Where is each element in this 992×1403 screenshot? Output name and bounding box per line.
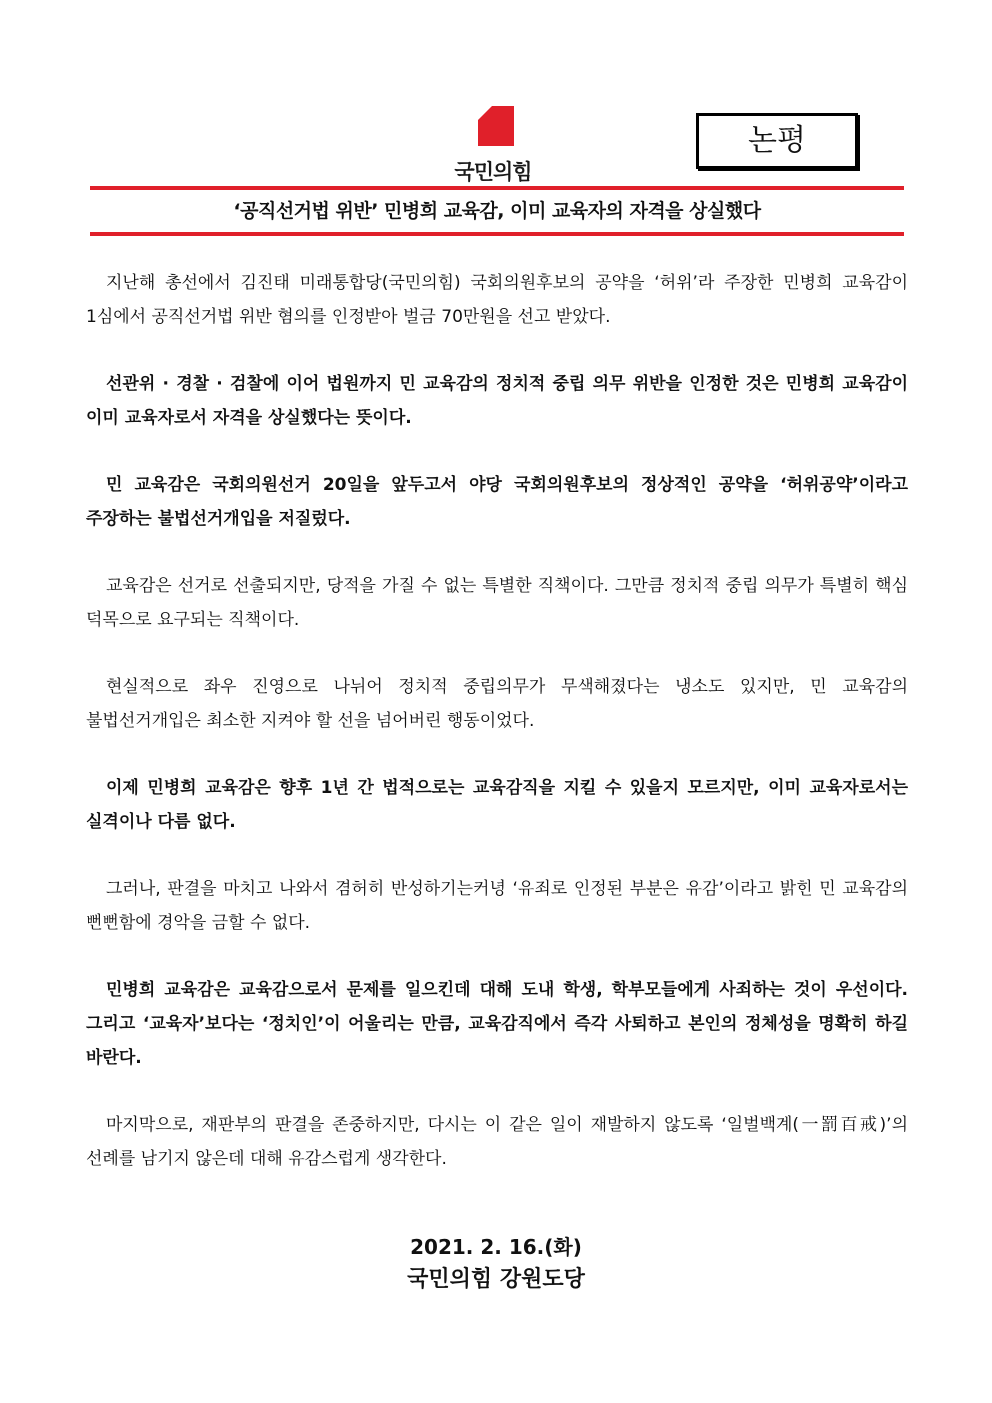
headline: ‘공직선거법 위반’ 민병희 교육감, 이미 교육자의 자격을 상실했다 <box>233 200 761 222</box>
paragraph: 그러나, 판결을 마치고 나와서 겸허히 반성하기는커녕 ‘유죄로 인정된 부분은 유감’이라고 밝힌 민 교육감의 뻔뻔함에 경악을 금할 수 없다. <box>86 879 908 933</box>
headline-bottom-rule <box>90 232 904 236</box>
document-type-box: 논평 <box>696 113 858 169</box>
paragraph-bold: 선관위 · 경찰 · 검찰에 이어 법원까지 민 교육감의 정치적 중립 의무 위반을 인정한 것은 민병희 교육감이 이미 교육자로서 자격을 상실했다는 뜻이다. <box>86 374 908 428</box>
paragraph: 마지막으로, 재판부의 판결을 존중하지만, 다시는 이 같은 일이 재발하지 않도록 ‘일벌백계(一罰百戒)’의 선례를 남기지 않은데 대해 유감스럽게 생각한다. <box>86 1115 908 1169</box>
footer <box>0 1232 992 1298</box>
paragraph: 지난해 총선에서 김진태 미래통합당(국민의힘) 국회의원후보의 공약을 ‘허위’라 주장한 민병희 교육감이 1심에서 공직선거법 위반 혐의를 인정받아 벌금 70만원을 선고 받았다. <box>86 273 908 327</box>
party-logo-mark-icon <box>474 106 514 146</box>
release-date: 2021. 2. 16.(화) <box>410 1235 582 1259</box>
paragraph: 현실적으로 좌우 진영으로 나뉘어 정치적 중립의무가 무색해졌다는 냉소도 있지만, 민 교육감의 불법선거개입은 최소한 지켜야 할 선을 넘어버린 행동이었다. <box>86 677 908 731</box>
paragraph-bold: 민병희 교육감은 교육감으로서 문제를 일으킨데 대해 도내 학생, 학부모들에게 사죄하는 것이 우선이다. 그리고 ‘교육자’보다는 ‘정치인’이 어울리는 만큼, 교육감직에서 즉각 사퇴하고 본인의 정체성을 명확히 하길 바란다. <box>86 980 908 1068</box>
paragraph-bold: 민 교육감은 국회의원선거 20일을 앞두고서 야당 국회의원후보의 정상적인 공약을 ‘허위공약’이라고 주장하는 불법선거개입을 저질렀다. <box>86 475 908 529</box>
paragraph-bold: 이제 민병희 교육감은 향후 1년 간 법적으로는 교육감직을 지킬 수 있을지 모르지만, 이미 교육자로서는 실격이나 다름 없다. <box>86 778 908 832</box>
paragraph: 교육감은 선거로 선출되지만, 당적을 가질 수 없는 특별한 직책이다. 그만큼 정치적 중립 의무가 특별히 핵심 덕목으로 요구되는 직책이다. <box>86 576 908 630</box>
party-logo <box>438 106 548 184</box>
body-text <box>86 266 908 1176</box>
issuing-organization: 국민의힘 강원도당 <box>407 1267 585 1292</box>
headline-top-rule <box>90 186 904 190</box>
party-logo-text: 국민의힘 <box>454 160 532 184</box>
